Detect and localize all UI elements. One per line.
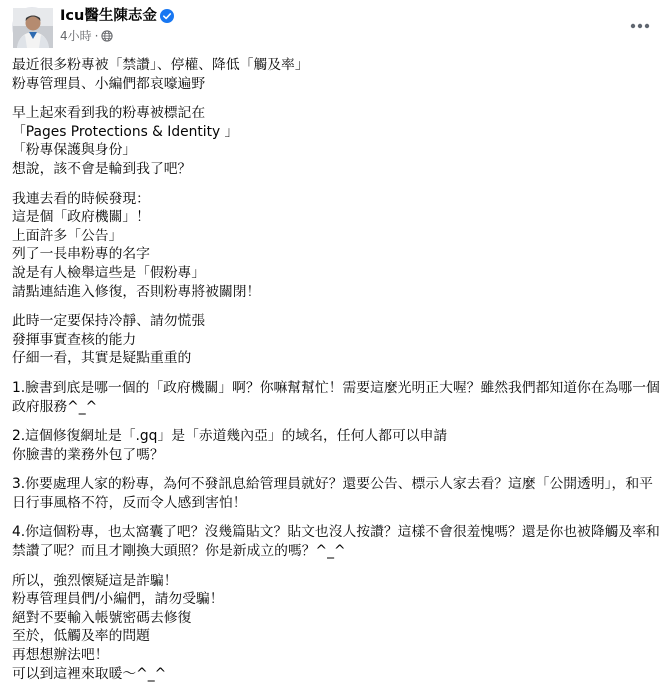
author-name-row bbox=[60, 6, 174, 29]
globe-icon[interactable] bbox=[101, 30, 113, 46]
post-text-line: 這是個「政府機關」！ bbox=[12, 209, 150, 226]
post-text-line: 2.這個修復網址是「.gq」是「赤道幾內亞」的域名，任何人都可以申請 bbox=[12, 428, 448, 445]
post-text-line: 所以，強烈懷疑這是詐騙！ bbox=[12, 572, 178, 589]
post-text-line: 絕對不要輸入帳號密碼去修復 bbox=[12, 609, 192, 626]
more-options-button[interactable] bbox=[622, 12, 658, 40]
more-options-icon bbox=[630, 23, 650, 29]
post-text-line: 此時一定要保持冷靜、請勿慌張 bbox=[12, 313, 206, 330]
post-paragraph bbox=[12, 56, 662, 93]
post-timestamp[interactable]: 4小時 bbox=[60, 29, 92, 43]
post-paragraph bbox=[12, 104, 662, 178]
post-text-line: 請點連結進入修復，否則粉專將被關閉！ bbox=[12, 283, 261, 300]
post-text-line: 粉專管理員、小編們都哀嚎遍野 bbox=[12, 75, 206, 92]
post-paragraph bbox=[12, 190, 662, 302]
post-text-line: 可以到這裡來取暖～^_^ bbox=[12, 665, 167, 682]
post-text-line: 發揮事實查核的能力 bbox=[12, 331, 137, 348]
author-name[interactable]: Icu醫生陳志金 bbox=[60, 8, 157, 24]
avatar-image bbox=[13, 8, 53, 48]
post-text-line: 最近很多粉專被「禁讚」、停權、降低「觸及率」 bbox=[12, 57, 309, 73]
post-text-line: 仔細一看，其實是疑點重重的 bbox=[12, 350, 192, 367]
post-paragraph bbox=[12, 572, 662, 684]
post-text-line: 早上起來看到我的粉專被標記在 bbox=[12, 105, 206, 122]
post-text-line: 列了一長串粉專的名字 bbox=[12, 246, 150, 263]
post-text-line: 「粉專保護與身份」 bbox=[12, 142, 137, 159]
post-paragraph bbox=[12, 427, 662, 464]
post-paragraph bbox=[12, 312, 662, 368]
post-body bbox=[12, 56, 662, 694]
meta-separator: · bbox=[94, 29, 99, 43]
post-paragraph bbox=[12, 379, 662, 416]
post-text-line: 想說，該不會是輪到我了吧？ bbox=[12, 160, 192, 177]
post-text-line: 粉專管理員們/小編們，請勿受騙！ bbox=[12, 591, 224, 608]
post-text-line: 「Pages Protections & Identity 」 bbox=[12, 123, 239, 140]
post-paragraph bbox=[12, 475, 662, 512]
post-text-line: 說是有人檢舉這些是「假粉專」 bbox=[12, 264, 206, 281]
post-text-line: 上面許多「公告」 bbox=[12, 227, 123, 244]
post-text-line: 4.你這個粉專，也太窩囊了吧？沒幾篇貼文？貼文也沒人按讚？這樣不會很羞愧嗎？還是你也被降觸及率和禁讚了呢？而且才剛換大頭照？你是新成立的嗎？^_^ bbox=[12, 524, 660, 560]
post-text-line: 再想想辦法吧！ bbox=[12, 647, 109, 664]
post-text-line: 1.臉書到底是哪一個的「政府機關」啊？你嘛幫幫忙！需要這麼光明正大喔？雖然我們都知道你在為哪一個政府服務^_^ bbox=[12, 379, 660, 415]
post-text-line: 3.你要處理人家的粉專，為何不發訊息給管理員就好？還要公告、標示人家去看？這麼「公開透明」，和平日行事風格不符，反而令人感到害怕！ bbox=[12, 476, 653, 511]
avatar[interactable] bbox=[12, 7, 52, 47]
post-text-line: 至於，低觸及率的問題 bbox=[12, 628, 150, 645]
post-text-line: 我連去看的時候發現： bbox=[12, 190, 150, 207]
post-meta bbox=[60, 28, 113, 46]
post-header bbox=[0, 0, 672, 52]
post-text-line: 你臉書的業務外包了嗎？ bbox=[12, 446, 164, 463]
post-paragraph bbox=[12, 523, 662, 560]
verified-badge-icon bbox=[160, 9, 174, 29]
